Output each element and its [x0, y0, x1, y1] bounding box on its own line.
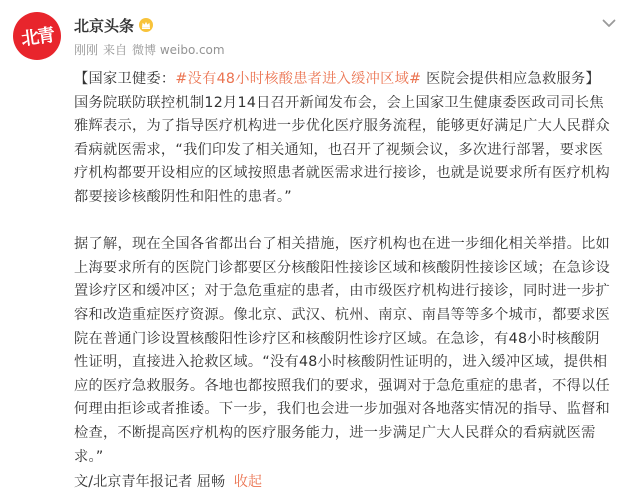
byline: 文/北京青年报记者 屈畅: [74, 474, 226, 490]
headline-bracket: 【国家卫健委：: [74, 71, 176, 87]
post-body: [74, 68, 614, 469]
gold-crown-vip-icon[interactable]: [139, 18, 153, 32]
post-time[interactable]: 刚刚: [74, 43, 99, 57]
post-source: 微博 weibo.com: [132, 43, 225, 57]
post-meta: [74, 41, 225, 58]
post-footer: [74, 472, 262, 492]
avatar[interactable]: [13, 12, 61, 60]
avatar-logo-text: 北青: [19, 24, 55, 51]
author-name[interactable]: 北京头条: [74, 16, 135, 35]
chevron-down-icon: [602, 19, 616, 28]
post-header: [74, 13, 153, 37]
post-menu-button[interactable]: [600, 14, 618, 32]
topic-link[interactable]: #没有48小时核酸患者进入缓冲区域#: [175, 71, 422, 87]
paragraph-2: 据了解，现在全国各省都出台了相关措施，医疗机构也在进一步细化相关举措。比如上海要求所有的医院门诊都要区分核酸阳性接诊区域和核酸阴性接诊区域；在急诊设置诊疗区和缓冲区；对于急危重症的患者，由市级医疗机构进行接诊，同时进一步扩容和改造重症医疗资源。像北京、武汉、杭州、南京、南昌等等多个城市，都要求医院在普通门诊设置核酸阳性诊疗区和核酸阴性诊疗区域。在急诊，有48小时核酸阴性证明，直接进入抢救区域。“没有48小时核酸阴性证明的，进入缓冲区域，提供相应的医疗急救服务。各地也都按照我们的要求，强调对于急危重症的患者，不得以任何理由拒诊或者推诿。下一步，我们也会进一步加强对各地落实情况的指导、监督和检查，不断提高医疗机构的医疗服务能力，进一步满足广大人民群众的看病就医需求。”: [74, 236, 611, 465]
collapse-link[interactable]: 收起: [233, 474, 263, 490]
source-prefix: 来自: [103, 43, 128, 57]
paragraph-1: [74, 68, 614, 210]
paragraph-1-text: 医院会提供相应急救服务】国务院联防联控机制12月14日召开新闻发布会，会上国家卫生健康委医政司司长焦雅辉表示，为了指导医疗机构进一步优化医疗服务流程，能够更好满足广大人民群众看病就医需求，“我们印发了相关通知，也召开了视频会议，多次进行部署，要求医疗机构都要开设相应的区域按照患者就医需求进行接诊，也就是说要求所有医疗机构都要接诊核酸阴性和阳性的患者。”: [74, 71, 611, 205]
